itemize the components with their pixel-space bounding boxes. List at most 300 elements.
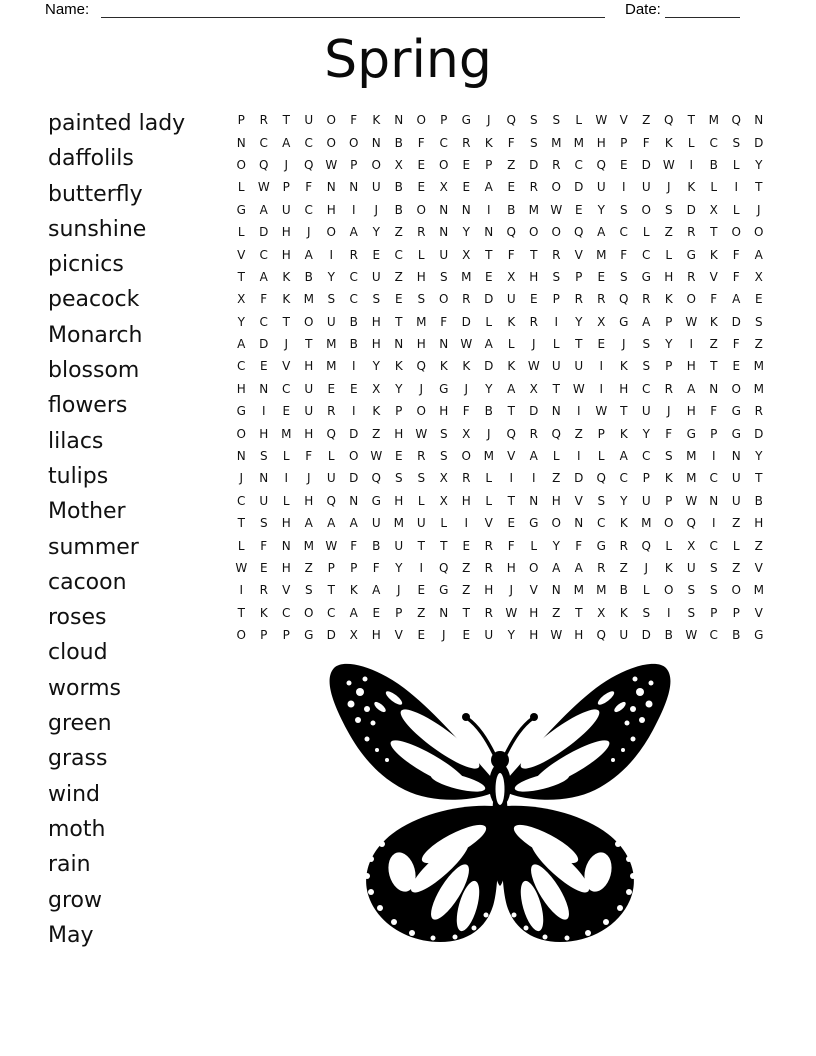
grid-letter: S: [709, 561, 718, 575]
grid-letter: Y: [575, 314, 583, 329]
grid-letter: S: [687, 583, 696, 598]
grid-letter: B: [709, 157, 718, 172]
grid-letter: U: [371, 516, 381, 531]
grid-letter: N: [529, 493, 539, 508]
grid-letter: X: [754, 269, 763, 284]
grid-letter: G: [731, 426, 741, 441]
grid-letter: H: [281, 247, 291, 262]
grid-letter: Y: [395, 561, 403, 575]
grid-letter: H: [484, 583, 494, 598]
grid-letter: R: [529, 426, 538, 441]
word-list-item: butterfly: [48, 181, 143, 207]
grid-letter: L: [732, 538, 740, 553]
grid-letter: Y: [237, 314, 245, 329]
grid-letter: J: [306, 471, 311, 486]
grid-letter: T: [755, 180, 763, 195]
grid-letter: C: [709, 538, 718, 553]
word-list-item: moth: [48, 816, 106, 842]
grid-letter: K: [282, 269, 291, 284]
grid-letter: H: [371, 628, 381, 643]
grid-letter: T: [282, 113, 290, 128]
grid-letter: W: [550, 202, 563, 217]
grid-letter: K: [619, 359, 628, 374]
grid-letter: S: [439, 269, 448, 284]
grid-letter: E: [417, 180, 426, 195]
grid-letter: Y: [552, 538, 560, 553]
grid-letter: N: [259, 471, 269, 486]
grid-letter: T: [237, 269, 245, 284]
grid-letter: U: [731, 471, 741, 486]
grid-letter: V: [282, 359, 291, 374]
grid-letter: K: [709, 247, 718, 262]
grid-letter: L: [417, 247, 425, 262]
grid-letter: G: [686, 247, 696, 262]
grid-letter: W: [235, 561, 248, 575]
grid-letter: A: [349, 225, 358, 240]
grid-letter: B: [349, 314, 358, 329]
grid-letter: P: [485, 157, 493, 172]
grid-letter: W: [460, 337, 473, 352]
grid-letter: J: [396, 583, 401, 598]
grid-letter: O: [664, 516, 674, 531]
grid-letter: T: [305, 337, 313, 352]
word-list-item: summer: [48, 534, 139, 560]
grid-letter: N: [709, 381, 719, 396]
grid-letter: I: [464, 516, 469, 531]
grid-letter: R: [259, 113, 268, 128]
grid-letter: S: [439, 449, 448, 464]
grid-letter: M: [708, 113, 719, 128]
grid-letter: I: [486, 202, 491, 217]
grid-letter: U: [371, 269, 381, 284]
grid-letter: Q: [416, 359, 426, 374]
grid-letter: E: [574, 202, 583, 217]
grid-letter: F: [732, 269, 740, 284]
grid-letter: L: [552, 449, 560, 464]
grid-letter: I: [711, 449, 716, 464]
grid-letter: A: [529, 449, 538, 464]
grid-letter: O: [731, 225, 741, 240]
grid-letter: O: [551, 516, 561, 531]
grid-letter: H: [529, 605, 539, 620]
grid-letter: Q: [506, 225, 516, 240]
grid-letter: Z: [732, 516, 741, 531]
word-list-item: lilacs: [48, 428, 104, 454]
grid-letter: Q: [259, 157, 269, 172]
grid-letter: V: [709, 269, 718, 284]
word-list-item: tulips: [48, 463, 109, 489]
grid-letter: D: [574, 471, 584, 486]
grid-letter: W: [325, 157, 338, 172]
grid-letter: U: [574, 359, 584, 374]
grid-letter: W: [685, 493, 698, 508]
grid-letter: S: [642, 605, 651, 620]
grid-letter: Q: [506, 113, 516, 128]
grid-letter: C: [619, 225, 628, 240]
grid-letter: C: [349, 292, 358, 307]
grid-letter: X: [349, 628, 358, 643]
grid-letter: K: [709, 314, 718, 329]
grid-letter: I: [419, 561, 424, 575]
grid-letter: I: [576, 449, 581, 464]
grid-letter: E: [754, 292, 763, 307]
word-list-item: cacoon: [48, 569, 127, 595]
grid-letter: P: [350, 157, 358, 172]
grid-letter: T: [575, 605, 583, 620]
grid-letter: C: [282, 605, 291, 620]
grid-letter: M: [753, 583, 764, 598]
grid-letter: V: [282, 583, 291, 598]
grid-letter: Y: [327, 269, 335, 284]
grid-letter: D: [574, 180, 584, 195]
grid-letter: W: [550, 628, 563, 643]
grid-letter: O: [529, 561, 539, 575]
grid-letter: E: [484, 269, 493, 284]
grid-letter: H: [686, 404, 696, 419]
grid-letter: K: [664, 292, 673, 307]
grid-letter: O: [236, 157, 246, 172]
grid-letter: J: [621, 337, 626, 352]
grid-letter: J: [419, 381, 424, 396]
grid-letter: L: [237, 225, 245, 240]
grid-letter: E: [507, 180, 516, 195]
word-list-item: May: [48, 922, 94, 948]
grid-letter: T: [395, 314, 403, 329]
grid-letter: W: [325, 538, 338, 553]
grid-letter: A: [642, 314, 651, 329]
grid-letter: U: [259, 493, 269, 508]
grid-letter: L: [732, 157, 740, 172]
grid-letter: N: [574, 516, 584, 531]
grid-letter: T: [507, 404, 515, 419]
grid-letter: K: [664, 135, 673, 150]
grid-letter: E: [732, 359, 741, 374]
grid-letter: I: [329, 247, 334, 262]
grid-letter: M: [461, 269, 472, 284]
grid-letter: P: [282, 628, 290, 643]
grid-letter: S: [642, 337, 651, 352]
grid-letter: A: [732, 292, 741, 307]
grid-letter: W: [572, 381, 585, 396]
grid-letter: P: [350, 561, 358, 575]
grid-letter: H: [304, 426, 314, 441]
grid-letter: F: [732, 247, 740, 262]
grid-letter: I: [239, 583, 244, 598]
grid-letter: S: [732, 135, 741, 150]
grid-letter: O: [349, 449, 359, 464]
grid-letter: Q: [596, 157, 606, 172]
grid-letter: L: [282, 449, 290, 464]
grid-letter: U: [326, 471, 336, 486]
grid-letter: D: [484, 292, 494, 307]
grid-letter: H: [529, 269, 539, 284]
grid-letter: Z: [417, 605, 426, 620]
grid-letter: L: [642, 583, 650, 598]
grid-letter: M: [551, 135, 562, 150]
grid-letter: O: [349, 135, 359, 150]
grid-letter: A: [237, 337, 246, 352]
grid-letter: O: [416, 404, 426, 419]
grid-letter: D: [641, 157, 651, 172]
grid-letter: D: [349, 471, 359, 486]
grid-letter: B: [349, 337, 358, 352]
grid-letter: F: [507, 247, 515, 262]
grid-letter: H: [506, 561, 516, 575]
grid-letter: S: [327, 292, 336, 307]
grid-letter: C: [304, 135, 313, 150]
grid-letter: A: [507, 381, 516, 396]
grid-letter: M: [596, 247, 607, 262]
grid-letter: I: [576, 404, 581, 419]
grid-letter: T: [575, 337, 583, 352]
word-list-item: worms: [48, 675, 122, 701]
grid-letter: S: [619, 269, 628, 284]
grid-letter: R: [552, 157, 561, 172]
grid-letter: S: [259, 449, 268, 464]
grid-letter: P: [237, 113, 245, 128]
grid-letter: W: [370, 449, 383, 464]
grid-letter: I: [531, 471, 536, 486]
grid-letter: I: [621, 180, 626, 195]
grid-letter: R: [574, 292, 583, 307]
grid-letter: U: [731, 493, 741, 508]
grid-letter: A: [574, 561, 583, 575]
grid-letter: H: [371, 337, 381, 352]
grid-letter: E: [259, 561, 268, 575]
grid-letter: E: [417, 157, 426, 172]
grid-letter: T: [620, 404, 628, 419]
grid-letter: N: [236, 135, 246, 150]
word-list-item: roses: [48, 605, 107, 631]
grid-letter: C: [709, 471, 718, 486]
grid-letter: R: [259, 583, 268, 598]
grid-letter: S: [552, 113, 561, 128]
grid-letter: B: [664, 628, 673, 643]
grid-letter: N: [439, 605, 449, 620]
grid-letter: K: [462, 359, 471, 374]
grid-letter: Y: [755, 157, 763, 172]
grid-letter: K: [664, 471, 673, 486]
grid-letter: U: [416, 516, 426, 531]
grid-letter: Q: [304, 157, 314, 172]
grid-letter: N: [484, 225, 494, 240]
grid-letter: H: [596, 135, 606, 150]
grid-letter: U: [641, 404, 651, 419]
word-list-item: blossom: [48, 358, 140, 384]
grid-letter: L: [440, 516, 448, 531]
grid-letter: G: [754, 628, 764, 643]
grid-letter: O: [664, 583, 674, 598]
grid-letter: I: [509, 471, 514, 486]
word-list-item: grow: [48, 887, 102, 913]
grid-letter: F: [507, 135, 515, 150]
grid-letter: V: [574, 247, 583, 262]
grid-letter: D: [754, 426, 764, 441]
grid-letter: L: [485, 493, 493, 508]
grid-letter: Z: [642, 113, 651, 128]
grid-letter: U: [641, 493, 651, 508]
butterfly-left-wings: [330, 664, 498, 942]
grid-letter: C: [709, 628, 718, 643]
grid-letter: D: [461, 314, 471, 329]
grid-letter: O: [754, 225, 764, 240]
grid-letter: R: [484, 538, 493, 553]
grid-letter: D: [641, 628, 651, 643]
grid-letter: R: [327, 404, 336, 419]
grid-letter: H: [281, 561, 291, 575]
grid-letter: F: [350, 113, 358, 128]
grid-letter: K: [372, 404, 381, 419]
grid-letter: O: [416, 202, 426, 217]
word-list-item: wind: [48, 781, 101, 807]
grid-letter: T: [710, 225, 718, 240]
butterfly-illustration: [288, 654, 712, 958]
grid-letter: H: [281, 516, 291, 531]
grid-letter: G: [236, 404, 246, 419]
grid-letter: A: [372, 583, 381, 598]
grid-letter: T: [237, 516, 245, 531]
grid-letter: S: [664, 449, 673, 464]
grid-letter: I: [351, 359, 356, 374]
grid-letter: Y: [372, 225, 380, 240]
grid-letter: E: [597, 337, 606, 352]
grid-letter: L: [327, 449, 335, 464]
grid-letter: C: [709, 135, 718, 150]
grid-letter: Z: [552, 471, 561, 486]
grid-letter: L: [575, 113, 583, 128]
grid-letter: R: [552, 247, 561, 262]
grid-letter: O: [529, 225, 539, 240]
grid-letter: N: [731, 449, 741, 464]
grid-letter: A: [484, 337, 493, 352]
grid-letter: O: [326, 113, 336, 128]
grid-letter: G: [439, 381, 449, 396]
grid-letter: Y: [665, 337, 673, 352]
word-list-item: grass: [48, 746, 108, 772]
grid-letter: G: [304, 628, 314, 643]
grid-letter: G: [461, 113, 471, 128]
grid-letter: U: [506, 292, 516, 307]
grid-letter: T: [237, 605, 245, 620]
grid-letter: X: [439, 471, 448, 486]
grid-letter: A: [259, 269, 268, 284]
grid-letter: O: [439, 292, 449, 307]
grid-letter: O: [416, 113, 426, 128]
grid-letter: D: [326, 628, 336, 643]
grid-letter: S: [619, 202, 628, 217]
grid-letter: C: [642, 449, 651, 464]
grid-letter: O: [326, 225, 336, 240]
grid-letter: O: [686, 292, 696, 307]
grid-letter: L: [597, 449, 605, 464]
grid-letter: E: [619, 157, 628, 172]
grid-letter: K: [372, 113, 381, 128]
grid-letter: Q: [439, 561, 449, 575]
grid-letter: G: [619, 314, 629, 329]
grid-letter: Z: [552, 605, 561, 620]
grid-letter: X: [687, 538, 696, 553]
grid-letter: E: [372, 605, 381, 620]
grid-letter: R: [597, 561, 606, 575]
grid-letter: X: [507, 269, 516, 284]
grid-letter: E: [462, 180, 471, 195]
grid-letter: R: [462, 292, 471, 307]
grid-letter: H: [236, 381, 246, 396]
grid-letter: F: [732, 337, 740, 352]
grid-letter: D: [529, 157, 539, 172]
grid-letter: K: [619, 516, 628, 531]
grid-letter: F: [417, 135, 425, 150]
grid-letter: D: [686, 202, 696, 217]
grid-letter: L: [485, 471, 493, 486]
grid-letter: T: [282, 314, 290, 329]
grid-letter: L: [732, 202, 740, 217]
grid-letter: S: [709, 583, 718, 598]
grid-letter: G: [439, 583, 449, 598]
grid-letter: M: [686, 471, 697, 486]
grid-letter: S: [754, 314, 763, 329]
grid-letter: H: [619, 381, 629, 396]
grid-letter: N: [281, 538, 291, 553]
grid-letter: R: [462, 135, 471, 150]
grid-letter: A: [687, 381, 696, 396]
grid-letter: Y: [755, 449, 763, 464]
grid-letter: I: [689, 157, 694, 172]
grid-letter: S: [529, 113, 538, 128]
grid-letter: T: [552, 381, 560, 396]
grid-letter: P: [665, 359, 673, 374]
grid-letter: S: [372, 292, 381, 307]
grid-letter: K: [484, 135, 493, 150]
grid-letter: S: [529, 135, 538, 150]
grid-letter: I: [554, 314, 559, 329]
grid-letter: U: [641, 180, 651, 195]
grid-letter: H: [664, 269, 674, 284]
grid-letter: W: [415, 426, 428, 441]
grid-letter: Z: [732, 561, 741, 575]
grid-letter: M: [326, 359, 337, 374]
grid-letter: P: [395, 605, 403, 620]
grid-letter: G: [371, 493, 381, 508]
grid-letter: Z: [462, 583, 471, 598]
grid-letter: J: [486, 113, 491, 128]
grid-letter: T: [417, 538, 425, 553]
grid-letter: J: [441, 628, 446, 643]
grid-letter: N: [326, 180, 336, 195]
grid-letter: M: [596, 583, 607, 598]
grid-letter: W: [505, 605, 518, 620]
grid-letter: R: [484, 561, 493, 575]
butterfly-right-wings: [502, 664, 670, 942]
grid-letter: Y: [462, 225, 470, 240]
grid-letter: T: [687, 113, 695, 128]
grid-letter: R: [349, 247, 358, 262]
grid-letter: O: [304, 605, 314, 620]
grid-letter: V: [619, 113, 628, 128]
grid-letter: X: [462, 247, 471, 262]
grid-letter: F: [260, 292, 268, 307]
grid-letter: Z: [372, 426, 381, 441]
grid-letter: H: [416, 269, 426, 284]
grid-letter: M: [483, 449, 494, 464]
word-list-item: Monarch: [48, 322, 143, 348]
grid-letter: T: [755, 471, 763, 486]
grid-letter: H: [326, 202, 336, 217]
grid-letter: N: [709, 493, 719, 508]
grid-letter: J: [756, 202, 761, 217]
grid-letter: M: [753, 381, 764, 396]
date-blank-line: [665, 17, 740, 18]
